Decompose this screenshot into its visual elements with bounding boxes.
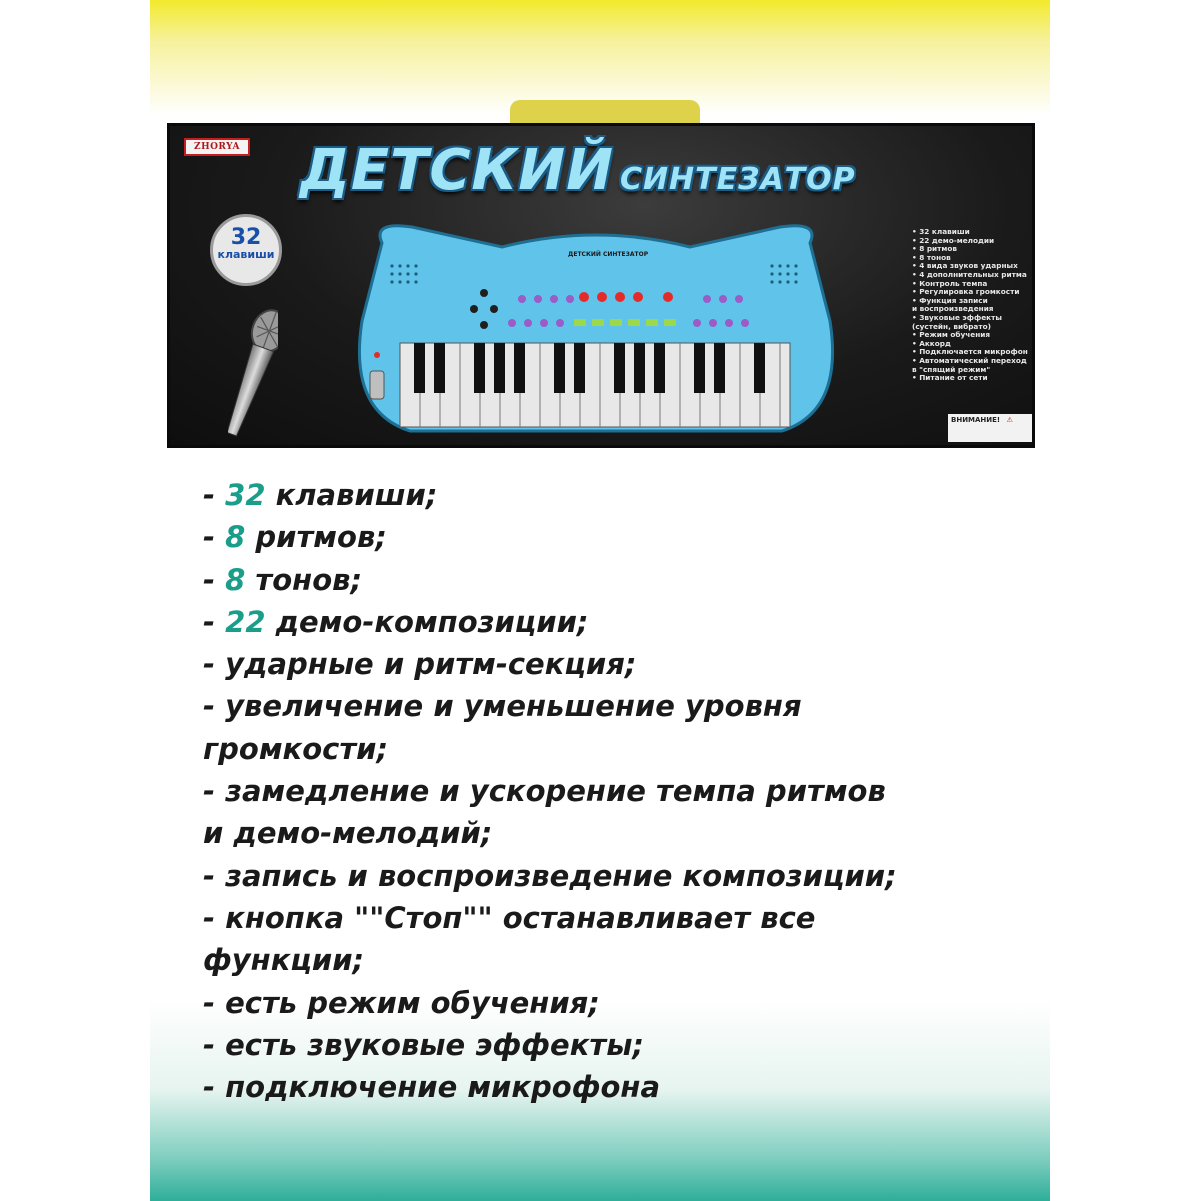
title-sub: СИНТЕЗАТОР — [619, 162, 856, 197]
box-title — [300, 138, 856, 203]
list-item: - 8 ритмов; — [203, 520, 387, 555]
keys-badge — [210, 214, 282, 286]
list-item: - подключение микрофона — [203, 1070, 661, 1105]
list-item: - есть звуковые эффекты; — [203, 1027, 645, 1062]
list-item: - 22 демо-композиции; — [203, 604, 589, 639]
warning-label: ВНИМАНИЕ! ⚠ — [948, 414, 1032, 442]
box-feature-list: • 32 клавиши • 22 демо-мелодии • 8 ритмов • 8 тонов • 4 вида звуков ударных • 4 дополнительных ритма • Контроль темпа • Регулировка громкости • Функция записи и воспроизведения • Звуковые эффекты (сустейн, вибрато) • Режим обучения • Аккорд • Подключается микрофон • Автоматический переход в "спящий режим" • Питание от сети — [912, 227, 1028, 383]
badge-label: клавиши — [217, 248, 275, 261]
list-item: - ударные и ритм-секция; — [203, 647, 637, 682]
list-item: - есть режим обучения; — [203, 985, 600, 1020]
title-main: ДЕТСКИЙ — [300, 138, 614, 203]
list-item: и демо-мелодий; — [203, 816, 493, 851]
list-item: - увеличение и уменьшение уровня — [203, 689, 802, 724]
warning-triangle-icon: ⚠ — [1006, 416, 1013, 424]
list-item: - кнопка ""Стоп"" останавливает все — [203, 900, 816, 935]
list-item: - 8 тонов; — [203, 562, 363, 597]
brand-logo: ZHORYA — [184, 138, 250, 156]
list-item: - 32 клавиши; — [203, 478, 438, 512]
microphone-icon — [228, 306, 278, 446]
list-item: - замедление и ускорение темпа ритмов — [203, 774, 886, 809]
feature-list — [203, 474, 1023, 1108]
product-box-image — [167, 123, 1035, 448]
list-item: - запись и воспроизведение композиции; — [203, 858, 897, 893]
list-item: функции; — [203, 943, 365, 978]
badge-number: 32 — [230, 225, 262, 250]
keyboard-panel-title: ДЕТСКИЙ СИНТЕЗАТОР — [568, 251, 649, 258]
list-item: громкости; — [203, 731, 389, 766]
